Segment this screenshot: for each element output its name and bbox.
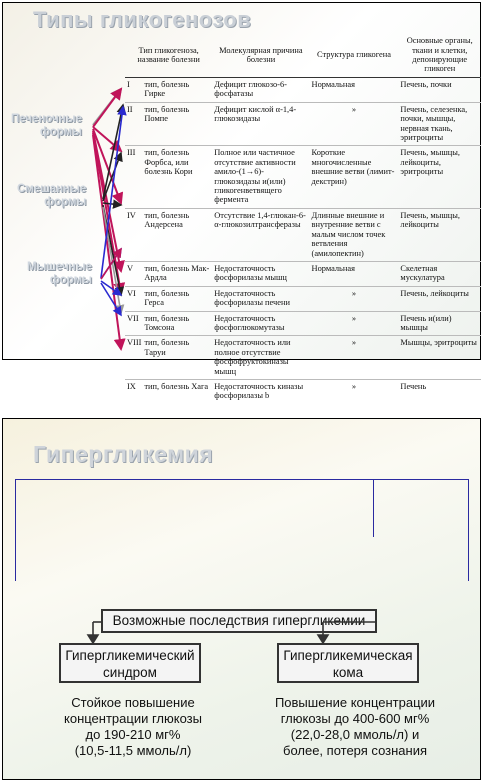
table-header-row: [125, 33, 481, 78]
row-num: V: [125, 261, 142, 286]
label-muscle-line2: формы: [49, 274, 92, 286]
row-organs: Мышцы, эритроциты: [398, 336, 481, 380]
table-row: [125, 261, 481, 286]
arrowhead-left: [88, 635, 98, 643]
row-structure: Длинные внешние и внутренние ветви с малым числом точек ветвления (амилопектин): [310, 208, 399, 261]
table-row: [125, 208, 481, 261]
consequences-header-box: Возможные последствия гипергликемии: [101, 609, 377, 633]
row-name: тип, болезнь Мак-Ардла: [142, 261, 212, 286]
table-row: [125, 146, 481, 208]
table-row: [125, 102, 481, 146]
row-organs: Печень: [400, 381, 427, 391]
row-name: тип, болезнь Гирке: [142, 78, 212, 103]
slide1-title: Типы гликогенозов: [33, 7, 252, 32]
row-structure: Нормальная: [310, 78, 399, 103]
row-name: тип, болезнь Томсона: [142, 311, 212, 336]
syndrome-desc-line2: концентрации глюкозы: [64, 711, 202, 726]
label-mixed-line2: формы: [44, 196, 87, 208]
table-row: [125, 78, 481, 103]
row-organs: Печень, лейкоциты: [398, 286, 481, 311]
row-name: тип, болезнь Таруи: [142, 336, 212, 380]
slide2-title: Гипергликемия: [33, 441, 214, 467]
row-num: IX: [127, 381, 136, 391]
row-organs: Печень и(или) мышцы: [398, 311, 481, 336]
label-liver-line1: Печеночные: [11, 113, 82, 125]
slide-glycogenosis-types: [2, 2, 481, 401]
header-cause: Молекулярная причина болезни: [212, 33, 309, 78]
row-cause: Полное или частичное отсутствие активности амило-(1→6)-глюкозидазы и(или) гликогенветвящего фермента: [212, 146, 309, 208]
row-organs: Печень, мышцы, лейкоциты, эритроциты: [398, 146, 481, 208]
coma-line2: кома: [332, 665, 364, 680]
row-structure: Короткие многочисленные внешние ветви (лимит-декстрин): [310, 146, 399, 208]
row-num: VII: [125, 311, 142, 336]
header-type: Тип гликогеноза, название болезни: [125, 33, 212, 78]
row-num: II: [125, 102, 142, 146]
syndrome-description: [43, 695, 223, 759]
row-structure: »: [310, 311, 399, 336]
row-cause: Недостаточность киназы фосфорилазы b: [214, 381, 304, 401]
row-num: I: [125, 78, 142, 103]
row-cause: Отсутствие 1,4-глюкан-6-α-глюкозилтрансферазы: [212, 208, 309, 261]
coma-description: [257, 695, 453, 759]
syndrome-line2: синдром: [103, 665, 157, 680]
label-muscle-line1: Мышечные: [27, 261, 92, 273]
syndrome-box: [59, 643, 201, 683]
row-organs: Скелетная мускулатура: [398, 261, 481, 286]
row-num: IV: [125, 208, 142, 261]
coma-desc-line2: глюкозы до 400-600 мг%: [280, 711, 430, 726]
syndrome-desc-line3: до 190-210 мг%: [85, 727, 181, 742]
label-mixed-line1: Смешанные: [17, 183, 87, 195]
arrow-liver-to-I-pink: [93, 89, 121, 127]
syndrome-desc-line1: Стойкое повышение: [71, 695, 195, 710]
row-cause: Недостаточность фосфорилазы печени: [212, 286, 309, 311]
coma-box: [277, 643, 419, 683]
row-name: тип, болезнь Андерсена: [142, 208, 212, 261]
row-cause: Дефицит кислой α-1,4-глюкозидазы: [212, 102, 309, 146]
table-row: [125, 379, 481, 403]
coma-desc-line3: (22,0-28,0 ммоль/л) и: [290, 727, 420, 742]
row-name: тип, болезнь Форбса, или болезнь Кори: [142, 146, 212, 208]
row-structure: Нормальная: [310, 261, 399, 286]
arrows-liver: [93, 89, 121, 349]
row-cause: Недостаточность фосфоглюкомутазы: [212, 311, 309, 336]
label-liver-line2: формы: [39, 126, 82, 138]
row-num: III: [125, 146, 142, 208]
row-cause: Недостаточность или полное отсутствие фосфофруктокиназы мышц: [212, 336, 309, 380]
header-organs: Основные органы, ткани и клетки, депонирующие гликоген: [398, 33, 481, 78]
coma-desc-line1: Повышение концентрации: [274, 695, 436, 710]
arrowhead-right: [318, 635, 328, 643]
table-row: [125, 336, 481, 380]
syndrome-line1: Гипергликемический: [65, 648, 195, 663]
row-cause: Недостаточность фосфорилазы мышц: [212, 261, 309, 286]
row-organs: Печень, селезенка, почки, мышцы, нервная ткань, эритроциты: [398, 102, 481, 146]
syndrome-desc-line4: (10,5-11,5 ммоль/л): [74, 743, 192, 758]
coma-line1: Гипергликемическая: [283, 648, 413, 663]
coma-desc-line4: более, потеря сознания: [283, 743, 427, 758]
table-row: [125, 286, 481, 311]
glycogenosis-table: [125, 33, 481, 404]
header-structure: Структура гликогена: [310, 33, 399, 78]
slide-hyperglycemia: [2, 418, 481, 780]
row-num: VI: [125, 286, 142, 311]
table-row: [125, 311, 481, 336]
row-structure: »: [351, 381, 357, 391]
row-name: тип, болезнь Хага: [144, 381, 209, 391]
row-organs: Печень, почки: [398, 78, 481, 103]
row-num: VIII: [125, 336, 142, 380]
row-name: тип, болезнь Герса: [142, 286, 212, 311]
row-structure: »: [310, 102, 399, 146]
row-organs: Печень, мышцы, лейкоциты: [398, 208, 481, 261]
row-structure: »: [310, 286, 399, 311]
row-name: тип, болезнь Помпе: [142, 102, 212, 146]
row-cause: Дефицит глюкозо-6-фосфатазы: [212, 78, 309, 103]
row-structure: »: [310, 336, 399, 380]
